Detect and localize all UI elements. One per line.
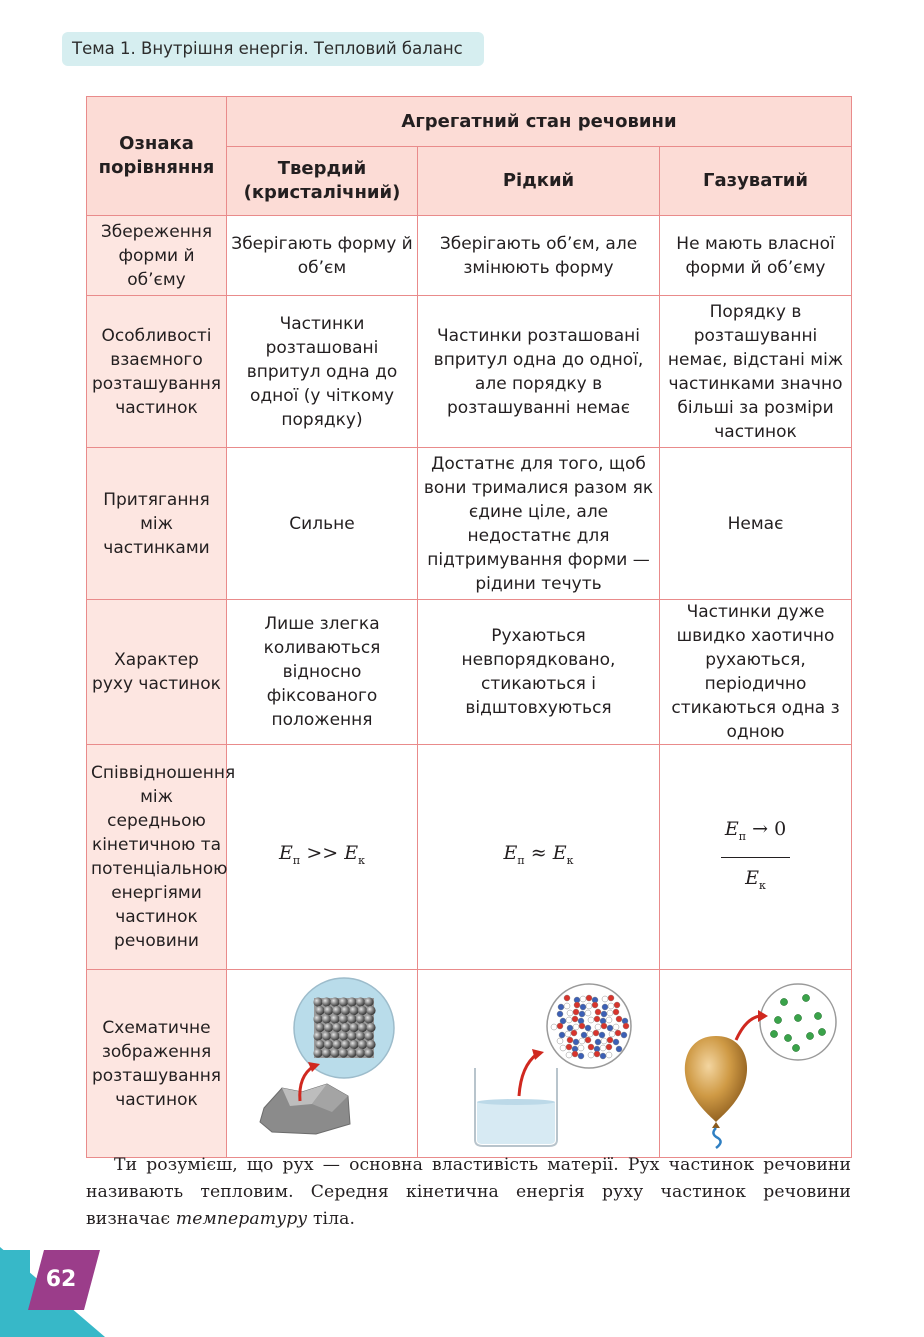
liquid-particle bbox=[595, 1039, 601, 1045]
liquid-particle bbox=[572, 1016, 578, 1022]
liquid-particle bbox=[601, 1011, 607, 1017]
solid-particle bbox=[315, 1023, 324, 1032]
liquid-particle bbox=[551, 1024, 557, 1030]
solid-particle bbox=[339, 997, 348, 1006]
solid-particle bbox=[324, 1006, 333, 1015]
solid-particle bbox=[322, 1031, 331, 1040]
column-header-gas: Газуватий bbox=[660, 147, 852, 216]
solid-particle bbox=[364, 997, 373, 1006]
solid-particle bbox=[347, 1031, 356, 1040]
solid-particle bbox=[349, 1040, 358, 1049]
liquid-particle bbox=[588, 1017, 594, 1023]
solid-particle bbox=[347, 1048, 356, 1057]
liquid-particle bbox=[585, 1025, 591, 1031]
solid-particle bbox=[322, 997, 331, 1006]
gas-particle bbox=[794, 1014, 801, 1021]
row-label: Характер руху частинок bbox=[87, 600, 227, 745]
liquid-particle bbox=[579, 1011, 585, 1017]
solid-particle bbox=[341, 1006, 350, 1015]
liquid-particle bbox=[574, 1002, 580, 1008]
solid-particle bbox=[313, 997, 322, 1006]
liquid-particle bbox=[593, 1030, 599, 1036]
liquid-particle bbox=[573, 1024, 579, 1030]
solid-particle bbox=[358, 1040, 367, 1049]
liquid-particle bbox=[613, 1009, 619, 1015]
solid-particle bbox=[330, 1031, 339, 1040]
solid-crystal-illustration bbox=[227, 970, 418, 1158]
liquid-particle bbox=[595, 1024, 601, 1030]
liquid-particle bbox=[600, 1053, 606, 1059]
comparison-table bbox=[86, 96, 852, 1158]
solid-particle bbox=[364, 1031, 373, 1040]
liquid-particle bbox=[567, 1010, 573, 1016]
liquid-particle bbox=[616, 1016, 622, 1022]
liquid-particle bbox=[602, 1004, 608, 1010]
liquid-particle bbox=[558, 1004, 564, 1010]
table-row bbox=[87, 600, 852, 745]
solid-particle bbox=[366, 1040, 375, 1049]
liquid-particle bbox=[606, 1052, 612, 1058]
solid-particle bbox=[332, 1006, 341, 1015]
liquid-particle bbox=[586, 1003, 592, 1009]
liquid-particle bbox=[606, 1017, 612, 1023]
topic-header: Тема 1. Внутрішня енергія. Тепловий баланс bbox=[62, 32, 484, 66]
table-cell: Не мають власної форми й об’єму bbox=[660, 216, 852, 296]
solid-particle bbox=[341, 1040, 350, 1049]
row-label: Схематичне зображення розташування частинок bbox=[87, 970, 227, 1158]
column-header-solid: Твердий (кристалічний) bbox=[227, 147, 418, 216]
liquid-particle bbox=[578, 1045, 584, 1051]
table-cell: Немає bbox=[660, 448, 852, 600]
liquid-particle bbox=[592, 1002, 598, 1008]
liquid-particle bbox=[613, 1039, 619, 1045]
row-label: Особливості взаємного розташування частинок bbox=[87, 296, 227, 448]
gas-balloon-illustration bbox=[660, 970, 852, 1158]
liquid-particle bbox=[595, 1009, 601, 1015]
page-number-badge bbox=[22, 1248, 106, 1312]
gas-particle bbox=[818, 1028, 825, 1035]
liquid-particle bbox=[557, 1023, 563, 1029]
solid-particle bbox=[349, 1023, 358, 1032]
liquid-particle bbox=[616, 1046, 622, 1052]
table-cell: Частинки дуже швидко хаотично рухаються, періодично стикаються одна з одною bbox=[660, 600, 852, 745]
table-row bbox=[87, 216, 852, 296]
liquid-particle bbox=[607, 1025, 613, 1031]
liquid-particle bbox=[607, 1010, 613, 1016]
body-paragraph: Ти розумієш, що рух — основна властивість матерії. Рух частинок речовини називають тепловим. Середня кінетична енергія руху частинок речовини визначає температуру тіла. bbox=[86, 1155, 851, 1229]
gas-particle bbox=[774, 1016, 781, 1023]
solid-particle bbox=[322, 1014, 331, 1023]
table-cell: Лише злегка коливаються відносно фіксованого положення bbox=[227, 600, 418, 745]
liquid-particle bbox=[573, 1009, 579, 1015]
solid-particle bbox=[356, 1031, 365, 1040]
solid-particle bbox=[366, 1006, 375, 1015]
liquid-particle bbox=[608, 995, 614, 1001]
formula-liquid: $E_п \approx E_к$ bbox=[418, 745, 660, 970]
solid-particle bbox=[313, 1014, 322, 1023]
row-label: Співвідношення між середньою кінетичною та потенціальною енергіями частинок речовини bbox=[87, 745, 227, 970]
liquid-particle bbox=[601, 1038, 607, 1044]
solid-particle bbox=[356, 997, 365, 1006]
solid-particle bbox=[349, 1006, 358, 1015]
gas-particle bbox=[806, 1032, 813, 1039]
liquid-particle bbox=[585, 1010, 591, 1016]
liquid-particle bbox=[599, 1032, 605, 1038]
solid-particle bbox=[332, 1023, 341, 1032]
solid-particle bbox=[330, 1048, 339, 1057]
table-cell: Порядку в розташуванні немає, відстані між частинками значно більші за розміри частинок bbox=[660, 296, 852, 448]
gas-particle bbox=[770, 1030, 777, 1037]
liquid-particle bbox=[566, 1052, 572, 1058]
liquid-particle bbox=[567, 1037, 573, 1043]
liquid-particle bbox=[565, 1031, 571, 1037]
gas-particle bbox=[802, 994, 809, 1001]
liquid-particle bbox=[606, 1044, 612, 1050]
liquid-particle bbox=[588, 1052, 594, 1058]
liquid-particle bbox=[566, 1044, 572, 1050]
liquid-particle bbox=[557, 1011, 563, 1017]
solid-particle bbox=[356, 1014, 365, 1023]
liquid-particle bbox=[594, 1051, 600, 1057]
solid-particle bbox=[341, 1023, 350, 1032]
solid-particle bbox=[313, 1031, 322, 1040]
solid-particle bbox=[330, 997, 339, 1006]
liquid-particle bbox=[567, 1025, 573, 1031]
group-header: Агрегатний стан речовини bbox=[227, 97, 852, 147]
solid-particle bbox=[315, 1006, 324, 1015]
solid-particle bbox=[347, 1014, 356, 1023]
liquid-particle bbox=[579, 1038, 585, 1044]
liquid-particle bbox=[581, 1032, 587, 1038]
page-number: 62 bbox=[45, 1267, 77, 1292]
gas-particle bbox=[784, 1034, 791, 1041]
liquid-particle bbox=[609, 1031, 615, 1037]
liquid-particle bbox=[573, 1039, 579, 1045]
solid-particle bbox=[330, 1014, 339, 1023]
emphasized-term: температуру bbox=[175, 1209, 308, 1229]
solid-particle bbox=[315, 1040, 324, 1049]
table-row bbox=[87, 448, 852, 600]
liquid-particle bbox=[608, 1003, 614, 1009]
gas-particle bbox=[814, 1012, 821, 1019]
solid-particle bbox=[364, 1048, 373, 1057]
solid-particle bbox=[364, 1014, 373, 1023]
solid-particle bbox=[356, 1048, 365, 1057]
liquid-particle bbox=[580, 1004, 586, 1010]
formula-solid: $E_п >> E_к$ bbox=[227, 745, 418, 970]
liquid-particle bbox=[588, 1044, 594, 1050]
solid-particle bbox=[324, 1040, 333, 1049]
liquid-particle bbox=[607, 1037, 613, 1043]
table-row bbox=[87, 970, 852, 1158]
table-cell: Зберігають об’єм, але змінюють форму bbox=[418, 216, 660, 296]
liquid-particle bbox=[600, 1045, 606, 1051]
solid-particle bbox=[313, 1048, 322, 1057]
table-cell: Частинки розташовані впритул одна до одної (у чіткому порядку) bbox=[227, 296, 418, 448]
row-label: Притягання між частинками bbox=[87, 448, 227, 600]
solid-particle bbox=[339, 1048, 348, 1057]
liquid-particle bbox=[623, 1023, 629, 1029]
table-cell: Рухаються невпорядковано, стикаються і відштовхуються bbox=[418, 600, 660, 745]
solid-particle bbox=[358, 1023, 367, 1032]
solid-particle bbox=[339, 1031, 348, 1040]
liquid-particle bbox=[578, 1053, 584, 1059]
table-cell: Достатнє для того, щоб вони трималися разом як єдине ціле, але недостатнє для підтримування форми — рідини течуть bbox=[418, 448, 660, 600]
liquid-particle bbox=[614, 1002, 620, 1008]
solid-particle bbox=[347, 997, 356, 1006]
liquid-particle bbox=[585, 1037, 591, 1043]
liquid-particle bbox=[602, 996, 608, 1002]
liquid-particle bbox=[621, 1032, 627, 1038]
liquid-particle bbox=[564, 995, 570, 1001]
solid-particle bbox=[339, 1014, 348, 1023]
table-cell: Зберігають форму й об’єм bbox=[227, 216, 418, 296]
liquid-particle bbox=[586, 995, 592, 1001]
liquid-particle bbox=[615, 1030, 621, 1036]
liquid-particle bbox=[601, 1023, 607, 1029]
liquid-beaker-illustration bbox=[418, 970, 660, 1158]
row-label: Збереження форми й об’єму bbox=[87, 216, 227, 296]
gas-particle bbox=[792, 1044, 799, 1051]
liquid-particle bbox=[557, 1038, 563, 1044]
liquid-particle bbox=[587, 1031, 593, 1037]
solid-particle bbox=[358, 1006, 367, 1015]
table-row bbox=[87, 745, 852, 970]
solid-particle bbox=[324, 1023, 333, 1032]
liquid-particle bbox=[580, 996, 586, 1002]
solid-particle bbox=[366, 1023, 375, 1032]
liquid-particle bbox=[594, 1016, 600, 1022]
formula-gas: $E_п \to 0$ $E_к$ bbox=[660, 745, 852, 970]
table-row bbox=[87, 296, 852, 448]
table-cell: Сильне bbox=[227, 448, 418, 600]
solid-particle bbox=[322, 1048, 331, 1057]
liquid-particle bbox=[571, 1030, 577, 1036]
liquid-particle bbox=[579, 1023, 585, 1029]
liquid-particle bbox=[572, 1051, 578, 1057]
liquid-particle bbox=[564, 1003, 570, 1009]
column-header-liquid: Рідкий bbox=[418, 147, 660, 216]
liquid-particle bbox=[613, 1024, 619, 1030]
gas-particle bbox=[780, 998, 787, 1005]
liquid-particle bbox=[559, 1032, 565, 1038]
liquid-particle bbox=[560, 1045, 566, 1051]
table-cell: Частинки розташовані впритул одна до одної, але порядку в розташуванні немає bbox=[418, 296, 660, 448]
solid-particle bbox=[332, 1040, 341, 1049]
liquid-particle bbox=[566, 1017, 572, 1023]
corner-header: Ознака порівняння bbox=[87, 97, 227, 216]
